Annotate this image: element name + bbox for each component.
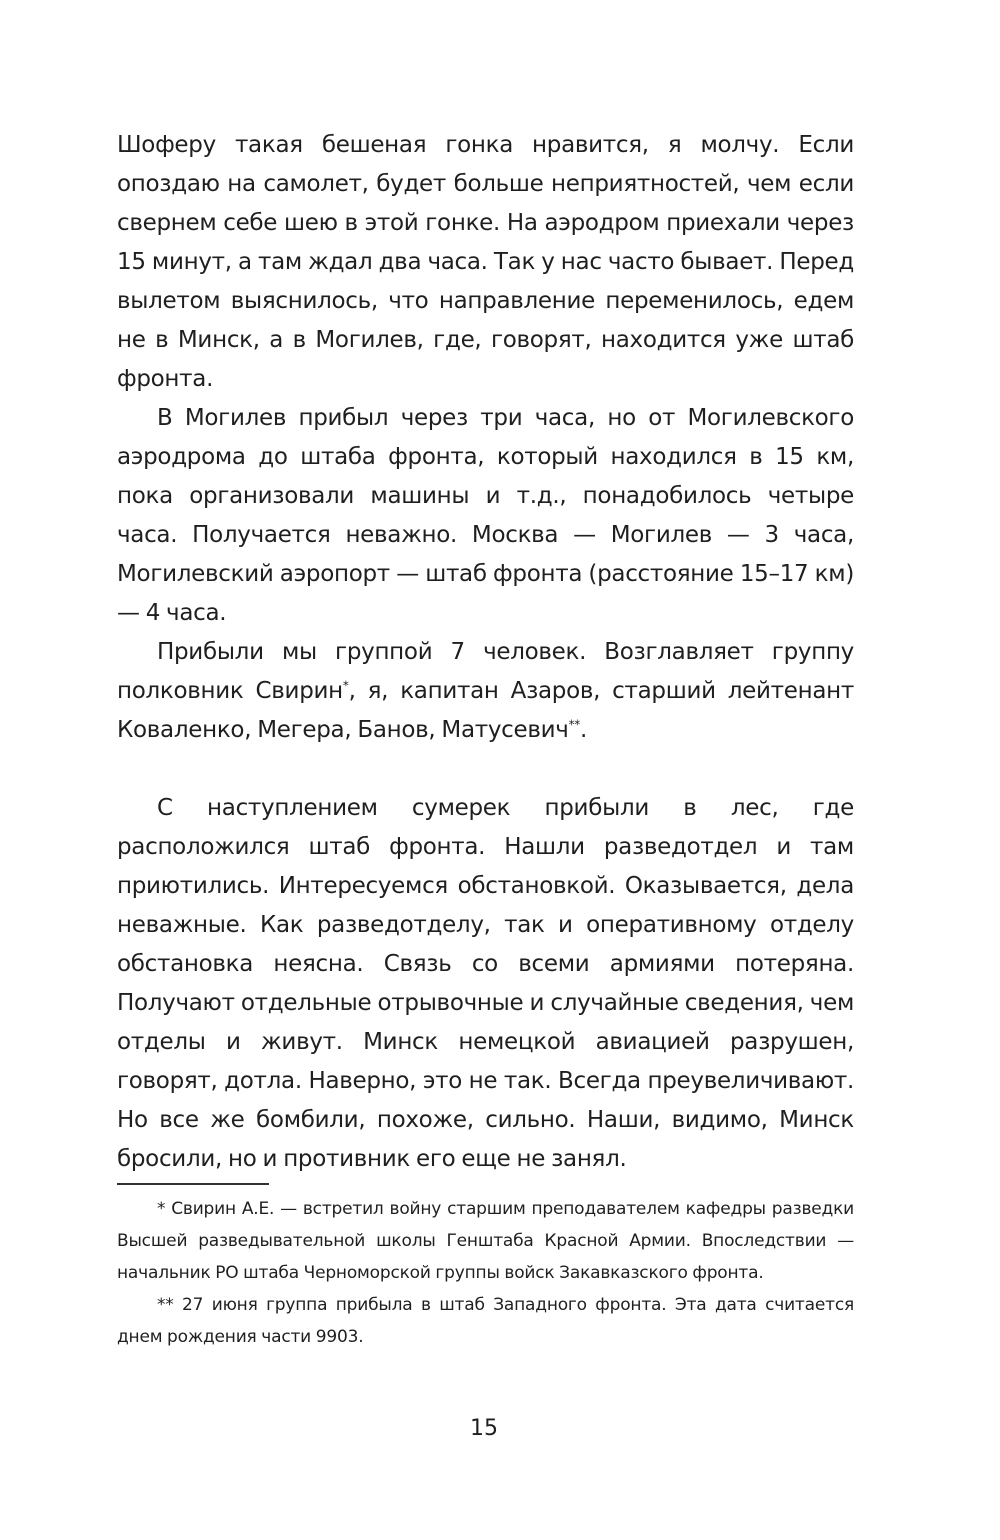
- footnote-1: * Свирин А.Е. — встретил войну старшим преподавателем кафедры разведки Высшей разведывательной школы Генштаба Красной Армии. Впоследствии — начальник РО штаба Черноморской группы войск Закавказского фронта.: [117, 1199, 854, 1283]
- paragraph-2: В Могилев прибыл через три часа, но от Могилевского аэродрома до штаба фронта, который находился в 15 км, пока организовали машины и т.д., понадобилось четыре часа. Получается неважно. Москва — Могилев — 3 часа, Могилевский аэропорт — штаб фронта (расстояние 15–17 км) — 4 часа.: [117, 405, 854, 626]
- footnote-mark-2: **: [568, 717, 580, 732]
- page-number: 15: [470, 1416, 498, 1441]
- paragraph-4: С наступлением сумерек прибыли в лес, где расположился штаб фронта. Нашли разведотдел и там приютились. Интересуемся обстановкой. Оказывается, дела неважные. Как разведотделу, так и оперативному отделу обстановка неясна. Связь со всеми армиями потеряна. Получают отдельные отрывочные и случайные сведения, чем отделы и живут. Минск немецкой авиацией разрушен, говорят, дотла. Наверно, это не так. Всегда преувеличивают. Но все же бомбили, похоже, сильно. Наши, видимо, Минск бросили, но и противник его еще не занял.: [117, 795, 854, 1172]
- footnote-divider: [117, 1183, 269, 1185]
- paragraph-3-text-before: Прибыли мы группой 7 человек. Возглавляет группу полковник Свирин: [117, 639, 854, 704]
- main-text: [117, 126, 854, 1179]
- footnotes: [117, 1193, 854, 1353]
- paragraph-3-text-after: .: [579, 717, 587, 743]
- section-break: [117, 750, 854, 789]
- footnote-mark-1: *: [342, 678, 349, 693]
- paragraph-3-text-middle: , я, капитан Азаров, старший лейтенант Коваленко, Мегера, Банов, Матусевич: [117, 678, 854, 743]
- paragraph-3: [117, 633, 854, 750]
- footnote-2: ** 27 июня группа прибыла в штаб Западного фронта. Эта дата считается днем рождения части 9903.: [117, 1295, 854, 1347]
- paragraph-1: Шоферу такая бешеная гонка нравится, я молчу. Если опоздаю на самолет, будет больше неприятностей, чем если свернем себе шею в этой гонке. На аэродром приехали через 15 минут, а там ждал два часа. Так у нас часто бывает. Перед вылетом выяснилось, что направление переменилось, едем не в Минск, а в Могилев, где, говорят, находится уже штаб фронта.: [117, 132, 854, 392]
